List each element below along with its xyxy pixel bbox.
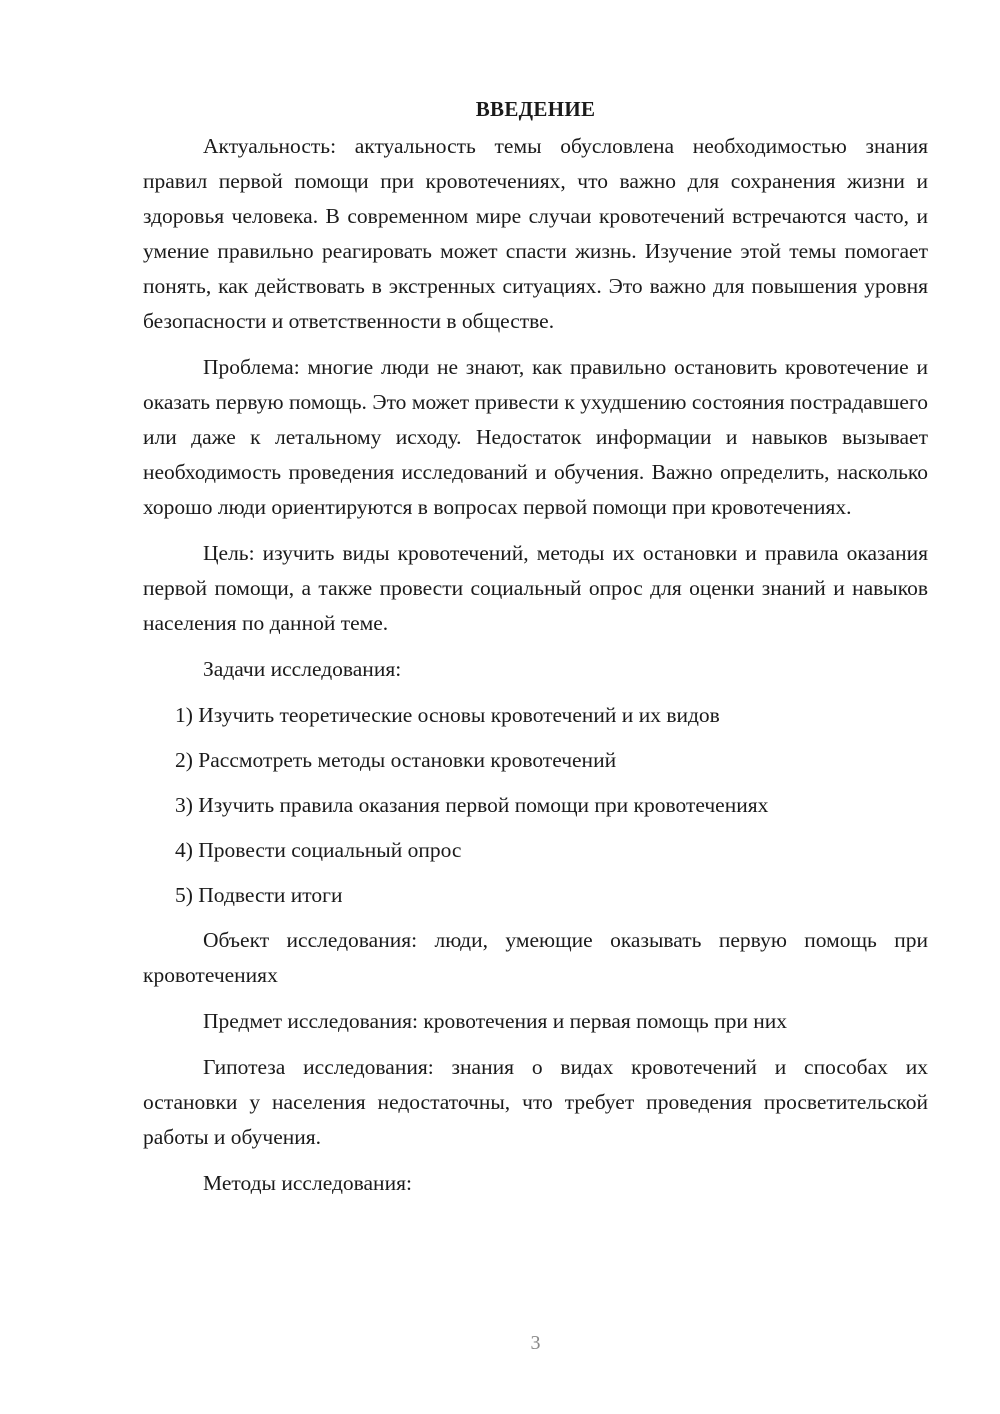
list-item: 2) Рассмотреть методы остановки кровотечений [175, 748, 617, 772]
paragraph-goal: Цель: изучить виды кровотечений, методы их остановки и правила оказания первой помощи, а также провести социальный опрос для оценки знаний и навыков населения по данной теме. [143, 541, 928, 635]
page-title: ВВЕДЕНИЕ [475, 97, 596, 121]
tasks-list [143, 698, 928, 913]
page-number: 3 [530, 1332, 541, 1354]
list-item: 5) Подвести итоги [175, 883, 343, 907]
paragraph-problem: Проблема: многие люди не знают, как правильно остановить кровотечение и оказать первую помощь. Это может привести к ухудшению состояния пострадавшего или даже к летальному исходу. Недостаток информации и навыков вызывает необходимость проведения исследований и обучения. Важно определить, насколько хорошо люди ориентируются в вопросах первой помощи при кровотечениях. [143, 355, 928, 519]
document-page [143, 92, 928, 1212]
paragraph-object: Объект исследования: люди, умеющие оказывать первую помощь при кровотечениях [143, 928, 928, 987]
paragraph-hypothesis: Гипотеза исследования: знания о видах кровотечений и способах их остановки у населения недостаточны, что требует проведения просветительской работы и обучения. [143, 1055, 928, 1149]
tasks-heading: Задачи исследования: [203, 657, 402, 681]
paragraph-subject: Предмет исследования: кровотечения и первая помощь при них [203, 1009, 787, 1033]
list-item: 4) Провести социальный опрос [175, 838, 462, 862]
paragraph-relevance: Актуальность: актуальность темы обусловлена необходимостью знания правил первой помощи при кровотечениях, что важно для сохранения жизни и здоровья человека. В современном мире случаи кровотечений встречаются часто, и умение правильно реагировать может спасти жизнь. Изучение этой темы помогает понять, как действовать в экстренных ситуациях. Это важно для повышения уровня безопасности и ответственности в обществе. [143, 134, 928, 333]
list-item: 1) Изучить теоретические основы кровотечений и их видов [175, 703, 720, 727]
list-item: 3) Изучить правила оказания первой помощи при кровотечениях [175, 793, 769, 817]
methods-heading: Методы исследования: [203, 1171, 412, 1195]
